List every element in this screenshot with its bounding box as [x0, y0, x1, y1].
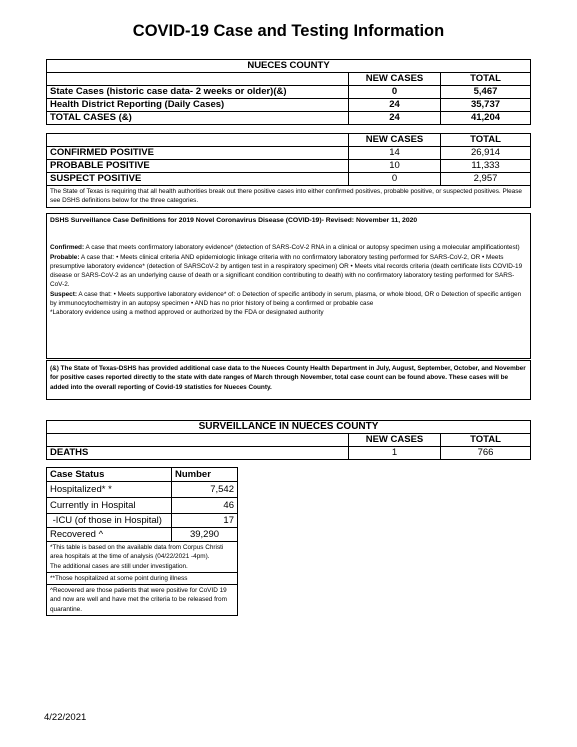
col-new-cases: NEW CASES: [349, 73, 441, 86]
row-total: 41,204: [441, 112, 531, 125]
status-value: 46: [172, 498, 238, 514]
col-number: Number: [172, 468, 238, 482]
county-cases-table: [46, 59, 531, 125]
row-new: 0: [349, 86, 441, 99]
page-title: COVID-19 Case and Testing Information: [132, 22, 445, 40]
row-label: CONFIRMED POSITIVE: [47, 147, 349, 160]
probable-definition: [50, 253, 527, 290]
status-note-3: **Those hospitalized at some point during illness: [47, 572, 238, 584]
status-value: 7,542: [172, 482, 238, 498]
status-note-cell: [47, 542, 238, 573]
row-new: 24: [349, 112, 441, 125]
suspect-definition: [50, 290, 527, 309]
col-total: TOTAL: [441, 73, 531, 86]
surveillance-table: [46, 420, 531, 460]
status-note-1: *This table is based on the available data from Corpus Christi area hospitals at the time of analysis (04/22/2021 -4pm).: [50, 544, 224, 561]
probable-label: Probable:: [50, 253, 80, 261]
row-new: 14: [349, 147, 441, 160]
confirmed-text: A case that meets confirmatory laboratory evidence* (detection of SARS-CoV-2 RNA in a clinical or autopsy specimen using a molecular amplificationtest): [84, 244, 520, 252]
status-note-4: ^Recovered are those patients that were positive for CoVID 19 and now are well and have met the criteria to be released from quarantine.: [47, 585, 238, 616]
deaths-label: DEATHS: [47, 447, 349, 460]
surveillance-header: SURVEILLANCE IN NUECES COUNTY: [47, 421, 531, 434]
suspect-label: Suspect:: [50, 290, 77, 298]
deaths-new: 1: [349, 447, 441, 460]
row-new: 0: [349, 173, 441, 186]
col-new-cases: NEW CASES: [349, 134, 441, 147]
row-total: 26,914: [441, 147, 531, 160]
deaths-total: 766: [441, 447, 531, 460]
col-total: TOTAL: [441, 434, 531, 447]
col-total: TOTAL: [441, 134, 531, 147]
probable-text: A case that: • Meets clinical criteria AND epidemiologic linkage criteria with no confirmatory laboratory testing performed for SARS-CoV-2, OR • Meets presumptive laboratory evidence* (detection of SARSCoV-2 by antigen test in a respiratory specimen) OR • Meets vital records criteria (death certificate lists COVID-19 disease or SARS-CoV-2 as an underlying cause of death or a significant condition contributing to death) with no confirmatory laboratory testing performed for SARS-CoV-2.: [50, 253, 523, 289]
status-label: Recovered ^: [47, 528, 172, 542]
definitions-box: [46, 213, 531, 359]
county-header: NUECES COUNTY: [47, 60, 531, 73]
status-value: 39,290: [172, 528, 238, 542]
status-label: Hospitalized* *: [47, 482, 172, 498]
row-total: 11,333: [441, 160, 531, 173]
state-note: (&) The State of Texas-DSHS has provided additional case data to the Nueces County Health Department in July, August, September, October, and November for positive cases reported directly to the state with date ranges of March through November, total case count can be found above. These cases will be added into the overall reporting of Covid-19 statistics for Nueces County.: [50, 365, 526, 391]
row-label: State Cases (historic case data- 2 weeks or older)(&): [47, 86, 349, 99]
case-type-table: [46, 133, 531, 208]
row-total: 5,467: [441, 86, 531, 99]
case-status-table: [46, 467, 238, 616]
confirmed-definition: [50, 243, 527, 252]
row-label: TOTAL CASES (&): [47, 112, 349, 125]
case-type-note: The State of Texas is requiring that all health authorities break out there positive cases into either confirmed positives, probable positive, or suspected positives. Please see DSHS definitions below for the three categories.: [47, 186, 531, 208]
lab-footnote: *Laboratory evidence using a method approved or authorized by the FDA or designated authority: [50, 309, 324, 317]
row-label: Health District Reporting (Daily Cases): [47, 99, 349, 112]
confirmed-label: Confirmed:: [50, 244, 85, 252]
report-date: 4/22/2021: [44, 712, 87, 723]
status-label: -ICU (of those in Hospital): [47, 514, 172, 528]
row-total: 2,957: [441, 173, 531, 186]
col-new-cases: NEW CASES: [349, 434, 441, 447]
row-new: 24: [349, 99, 441, 112]
status-value: 17: [172, 514, 238, 528]
state-note-box: [46, 360, 531, 400]
row-new: 10: [349, 160, 441, 173]
row-total: 35,737: [441, 99, 531, 112]
status-note-2: The additional cases are still under investigation.: [50, 562, 188, 570]
row-label: SUSPECT POSITIVE: [47, 173, 349, 186]
definitions-heading: DSHS Surveillance Case Definitions for 2019 Novel Coronavirus Disease (COVID-19)- Revised: November 11, 2020: [50, 217, 418, 224]
col-case-status: Case Status: [47, 468, 172, 482]
suspect-text: A case that: • Meets supportive laboratory evidence* of: o Detection of specific antibody in serum, plasma, or whole blood, OR o Detection of specific antigen by immunocytochemistry in an autopsy specimen • AND has no prior history of being a confirmed or probable case: [50, 290, 522, 308]
status-label: Currently in Hospital: [47, 498, 172, 514]
row-label: PROBABLE POSITIVE: [47, 160, 349, 173]
